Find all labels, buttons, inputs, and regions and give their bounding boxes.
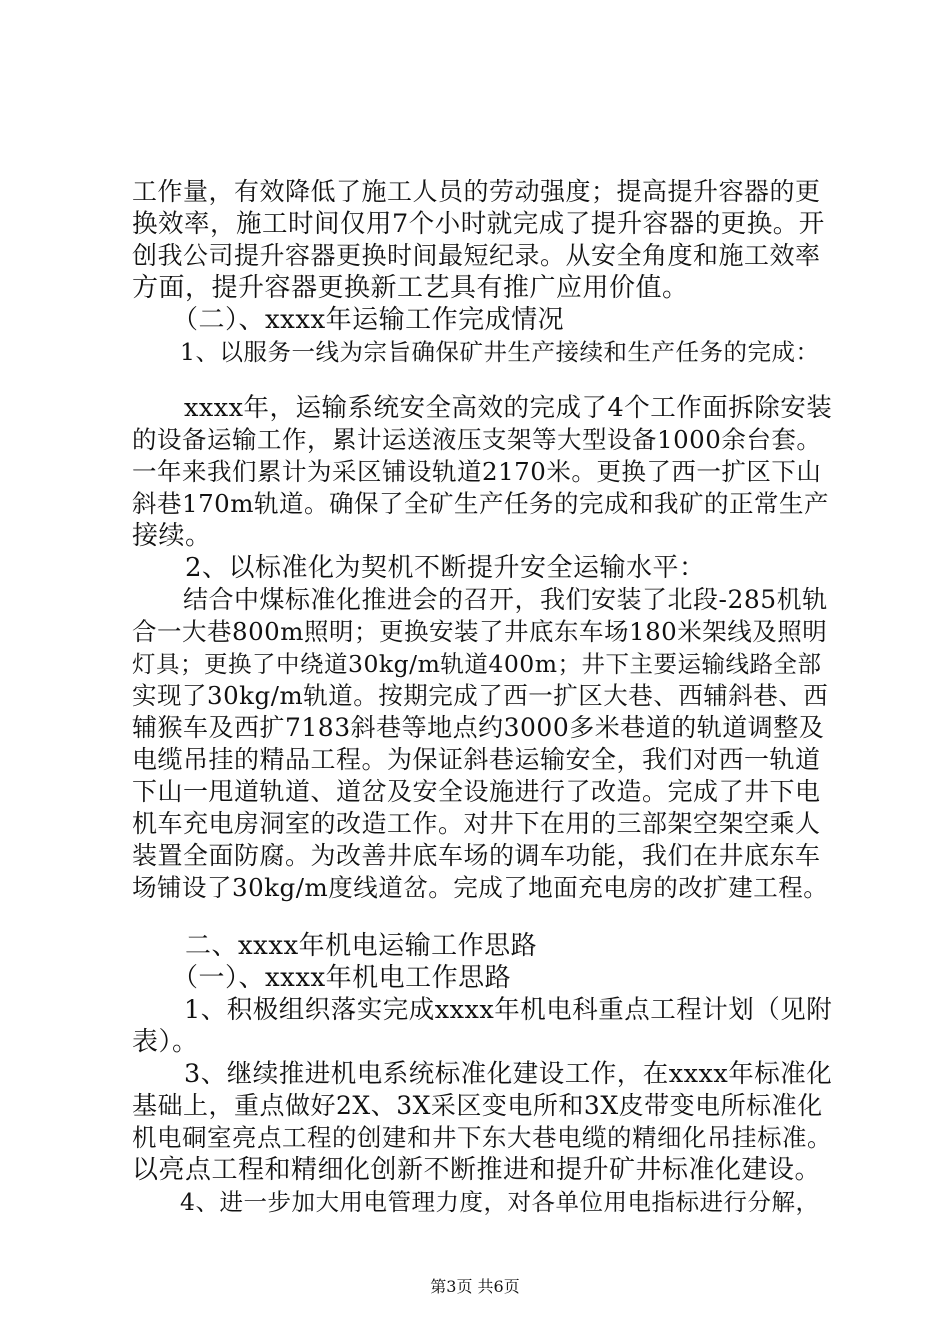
paragraph-line: 4、进一步加大用电管理力度，对各单位用电指标进行分解，: [132, 1188, 820, 1216]
paragraph-line: 接续。: [132, 521, 212, 551]
section-heading: （二）、xxxx年运输工作完成情况: [132, 305, 565, 335]
paragraph-line: 表）。: [132, 1027, 199, 1057]
paragraph-line: 工作量，有效降低了施工人员的劳动强度；提高提升容器的更: [132, 177, 821, 206]
paragraph-line: 下山一甩道轨道、道岔及安全设施进行了改造。完成了井下电: [132, 777, 821, 806]
paragraph-line: 机车充电房洞室的改造工作。对井下在用的三部架空架空乘人: [132, 809, 821, 838]
paragraph-line: 一年来我们累计为采区铺设轨道2170米。更换了西一扩区下山: [132, 457, 822, 486]
paragraph-line: 以亮点工程和精细化创新不断推进和提升矿井标准化建设。: [132, 1155, 822, 1185]
subsection-heading: 1、以服务一线为宗旨确保矿井生产接续和生产任务的完成：: [132, 338, 820, 366]
paragraph-line: 方面，提升容器更换新工艺具有推广应用价值。: [132, 273, 689, 303]
paragraph-line: 1、积极组织落实完成xxxx年机电科重点工程计划（见附: [132, 995, 833, 1025]
paragraph-line: 结合中煤标准化推进会的召开，我们安装了北段-285机轨: [132, 585, 828, 614]
paragraph-line: 斜巷170m轨道。确保了全矿生产任务的完成和我矿的正常生产: [132, 489, 829, 518]
page-number-footer: 第3页 共6页: [430, 1277, 520, 1296]
paragraph-line: xxxx年，运输系统安全高效的完成了4个工作面拆除安装: [132, 393, 833, 423]
paragraph-line: 装置全面防腐。为改善井底车场的调车功能，我们在井底东车: [132, 841, 821, 870]
paragraph-line: 换效率，施工时间仅用7个小时就完成了提升容器的更换。开: [132, 209, 825, 239]
paragraph-line: 3、继续推进机电系统标准化建设工作，在xxxx年标准化: [132, 1059, 833, 1089]
paragraph-line: 合一大巷800m照明；更换安装了井底东车场180米架线及照明: [132, 617, 828, 646]
section-heading: 二、xxxx年机电运输工作思路: [132, 931, 538, 961]
subsection-heading: （一）、xxxx年机电工作思路: [132, 963, 512, 993]
paragraph-line: 辅猴车及西扩7183斜巷等地点约3000多米巷道的轨道调整及: [132, 713, 825, 742]
paragraph-line: 机电硐室亮点工程的创建和井下东大巷电缆的精细化吊挂标准。: [132, 1123, 832, 1152]
paragraph-line: 场铺设了30kg/m度线道岔。完成了地面充电房的改扩建工程。: [132, 873, 829, 902]
subsection-heading: 2、以标准化为契机不断提升安全运输水平：: [132, 553, 706, 583]
paragraph-line: 的设备运输工作，累计运送液压支架等大型设备1000余台套。: [132, 425, 822, 454]
paragraph-line: 实现了30kg/m轨道。按期完成了西一扩区大巷、西辅斜巷、西: [132, 681, 829, 710]
paragraph-line: 灯具；更换了中绕道30kg/m轨道400m；井下主要运输线路全部: [132, 650, 822, 678]
paragraph-line: 基础上，重点做好2X、3X采区变电所和3X皮带变电所标准化: [132, 1091, 823, 1120]
paragraph-line: 创我公司提升容器更换时间最短纪录。从安全角度和施工效率: [132, 241, 821, 270]
paragraph-line: 电缆吊挂的精品工程。为保证斜巷运输安全，我们对西一轨道: [132, 745, 821, 774]
